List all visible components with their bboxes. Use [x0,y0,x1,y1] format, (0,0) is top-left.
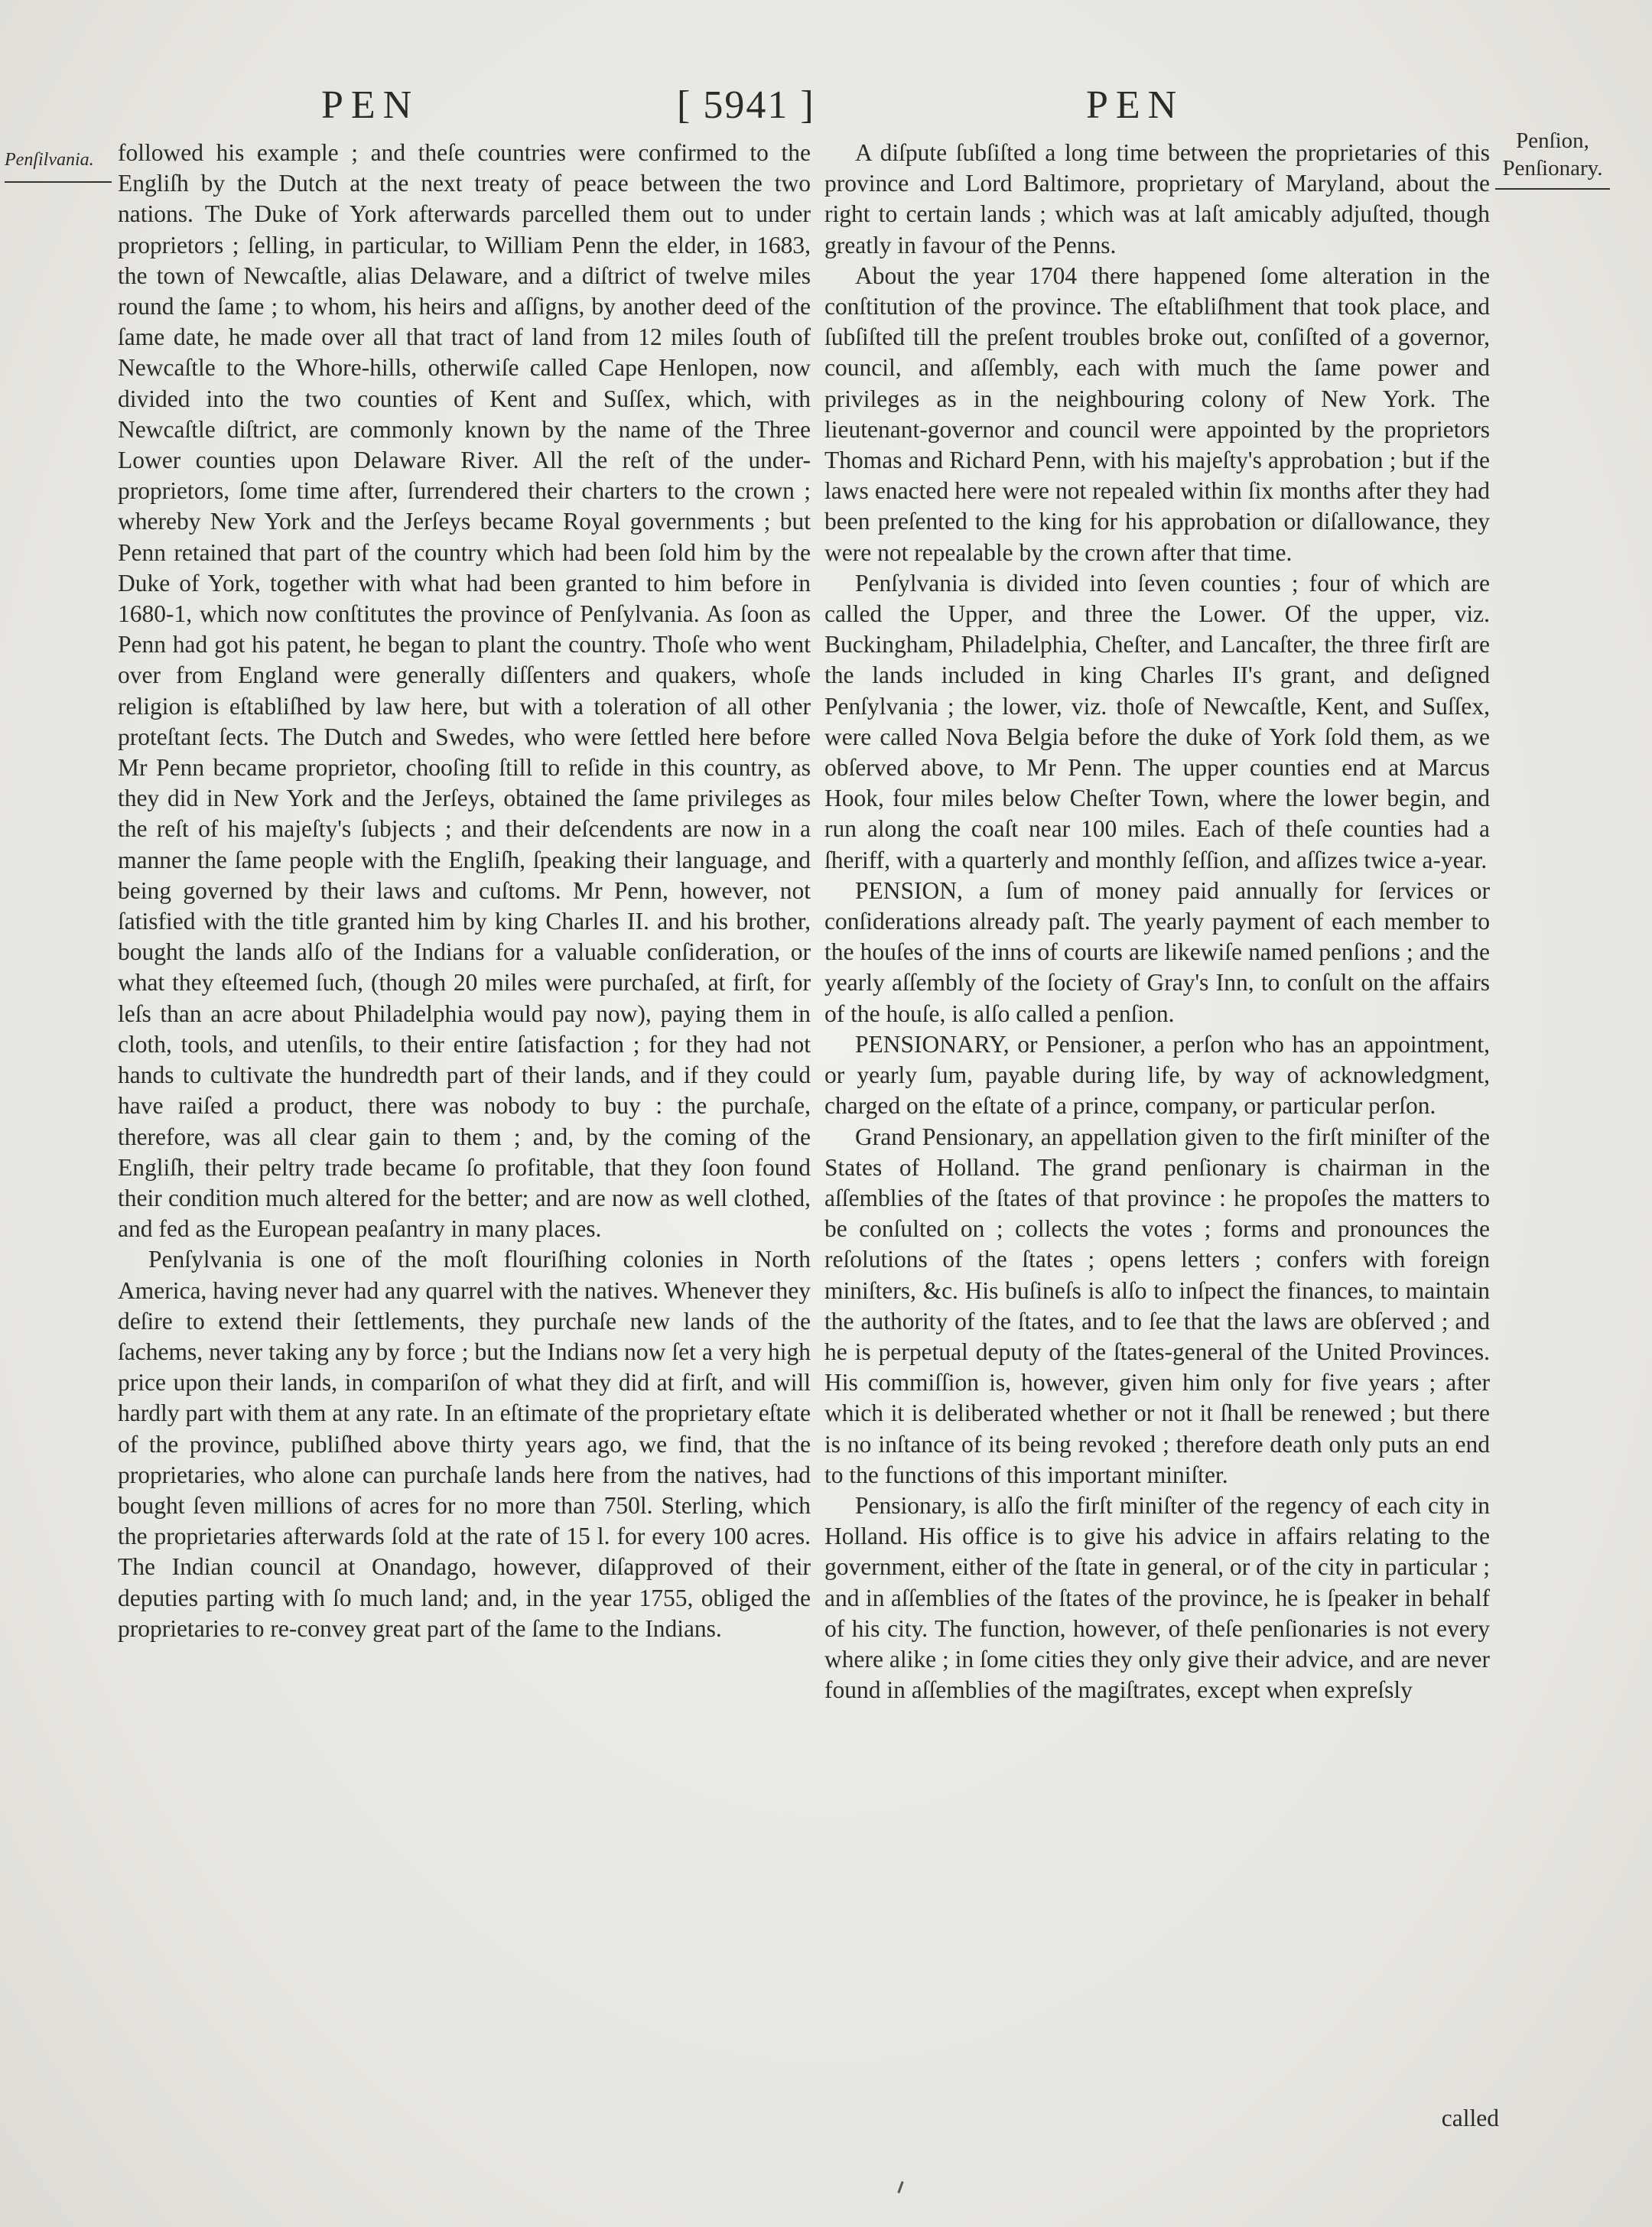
entry-pensionary-city: Pensionary, is alſo the firſt miniſter of the regency of each city in Holland. His office is to give his advice in affairs relating to the government, either of the ſtate in general, or of the city in particular ; and in aſſemblies of the ſtates of the province, he is ſpeaker in behalf of his city. The function, however, of theſe penſionaries is not every where alike ; in ſome cities they only give their advice, and are never found in aſſemblies of the magiſtrates, except when expreſsly [824,1491,1490,1704]
right-margin-label-2: Penſionary. [1502,156,1603,180]
left-column [118,138,811,1644]
left-margin-note [5,150,118,183]
paragraph: Penſylvania is one of the moſt flouriſhing colonies in North America, having never had any quarrel with the natives. Whenever they deſire to extend their ſettlements, they purchaſe new lands of the ſachems, never taking any by force ; but the Indians now ſet a very high price upon their lands, in compariſon of what they did at firſt, and will hardly part with them at any rate. In an eſtimate of the proprietary eſtate of the province, publiſhed above thirty years ago, we find, that the proprietaries, who alone can purchaſe lands here from the natives, had bought ſeven millions of acres for no more than 750l. Sterling, which the proprietaries afterwards ſold at the rate of 15 l. for every 100 acres. The Indian council at Onandago, however, diſapproved of their deputies parting with ſo much land; and, in the year 1755, obliged the proprietaries to re-convey great part of the ſame to the Indians. [118,1246,811,1642]
paragraph: Penſylvania is divided into ſeven counties ; four of which are called the Upper, and three the Lower. Of the upper, viz. Buckingham, Philadelphia, Cheſter, and Lancaſter, the three firſt are the lands included in king Charles II's grant, and deſigned Penſylvania ; the lower, viz. thoſe of Newcaſtle, Kent, and Suſſex, were called Nova Belgia before the duke of York ſold them, as we obſerved above, to Mr Penn. The upper counties end at Marcus Hook, four miles below Cheſter Town, where the lower begin, and run along the coaſt near 100 miles. Each of theſe counties had a ſheriff, with a quarterly and monthly ſeſſion, and aſſizes twice a-year. [824,569,1490,873]
paragraph: About the year 1704 there happened ſome alteration in the conſtitution of the province. The eſtabliſhment that took place, and ſubſiſted till the preſent troubles broke out, conſiſted of a governor, council, and aſſembly, each with much the ſame power and privileges as in the neighbouring colony of New York. The lieutenant-governor and council were appointed by the proprietors Thomas and Richard Penn, with his majeſty's approbation ; but if the laws enacted here were not repealed within ſix months after they had been preſented to the king for his approbation or diſallowance, they were not repealable by the crown after that time. [824,262,1490,566]
header-left-word: PEN [321,83,420,127]
page-number: [ 5941 ] [677,83,815,127]
paragraph: A diſpute ſubſiſted a long time between the proprietaries of this province and Lord Baltimore, proprietary of Maryland, about the right to certain lands ; which was at laſt amicably adjuſted, though greatly in favour of the Penns. [824,139,1490,258]
catchword: called [1441,2105,1499,2131]
paragraph: followed his example ; and theſe countries were confirmed to the Engliſh by the Dutch at the next treaty of peace between the two nations. The Duke of York afterwards parcelled them out to under proprietors ; ſelling, in particular, to William Penn the elder, in 1683, the town of Newcaſtle, alias Delaware, and a diſtrict of twelve miles round the ſame ; to whom, his heirs and aſſigns, by another deed of the ſame date, he made over all that tract of land from 12 miles ſouth of Newcaſtle to the Whore-hills, otherwiſe called Cape Henlopen, now divided into the two counties of Kent and Suſſex, which, with Newcaſtle diſtrict, are commonly known by the name of the Three Lower counties upon Delaware River. All the reſt of the under-proprietors, ſome time after, ſurrendered their charters to the crown ; whereby New York and the Jerſeys became Royal governments ; but Penn retained that part of the country which had been ſold him by the Duke of York, together with what had been granted to him before in 1680-1, which now conſtitutes the province of Penſylvania. As ſoon as Penn had got his patent, he began to plant the country. Thoſe who went over from England were generally diſſenters and quakers, whoſe religion is eſtabliſhed by law here, but with a toleration of all other proteſtant ſects. The Dutch and Swedes, who were ſettled here before Mr Penn became proprietor, chooſing ſtill to reſide in this country, as they did in New York and the Jerſeys, obtained the ſame privileges as the reſt of his majeſty's ſubjects ; and their deſcendents are now in a manner the ſame people with the Engliſh, ſpeaking their language, and being governed by their laws and cuſtoms. Mr Penn, however, not ſatisfied with the title granted him by king Charles II. and his brother, bought the lands alſo of the Indians for a valuable conſideration, or what they eſteemed ſuch, (though 20 miles were purchaſed, at firſt, for leſs than an acre about Philadelphia would pay now), paying them in cloth, tools, and utenſils, to their entire ſatisfaction ; for they had not hands to cultivate the hundredth part of their lands, and if they could have raiſed a product, there was nobody to buy : the purchaſe, therefore, was all clear gain to them ; and, by the coming of the Engliſh, their peltry trade became ſo profitable, that they ſoon found their condition much altered for the better; and are now as well clothed, and fed as the European peaſantry in many places. [118,139,811,1243]
header-right-word: PEN [1086,83,1185,127]
paper-mark [897,2181,903,2193]
right-margin-note [1476,127,1629,190]
entry-pension: PENSION, a ſum of money paid annually for ſervices or conſiderations already paſt. The yearly payment of each member to the houſes of the inns of courts are likewiſe named penſions ; and the yearly aſſembly of the ſociety of Gray's Inn, to conſult on the affairs of the houſe, is alſo called a penſion. [824,876,1490,1027]
left-margin-label: Penſilvania. [5,150,94,170]
right-margin-label-1: Penſion, [1516,128,1589,153]
entry-pensionary: PENSIONARY, or Pensioner, a perſon who has an appointment, or yearly ſum, payable during life, by way of acknowledgment, charged on the eſtate of a prince, company, or particular perſon. [824,1030,1490,1120]
left-margin-rule [5,181,112,183]
right-column [824,138,1490,1705]
entry-grand-pensionary: Grand Pensionary, an appellation given to the firſt miniſter of the States of Holland. The grand penſionary is chairman in the aſſemblies of the ſtates of that province : he propoſes the matters to be conſulted on ; collects the votes ; forms and pronounces the reſolutions of the ſtates ; opens letters ; confers with foreign miniſters, &c. His buſineſs is alſo to inſpect the finances, to maintain the authority of the ſtates, and to ſee that the laws are obſerved ; and he is perpetual deputy of the ſtates-general of the United Provinces. His commiſſion is, however, given him only for five years ; after which it is deliberated whether or not it ſhall be renewed ; but there is no inſtance of its being revoked ; therefore death only puts an end to the functions of this important miniſter. [824,1123,1490,1488]
right-margin-rule [1495,188,1610,190]
